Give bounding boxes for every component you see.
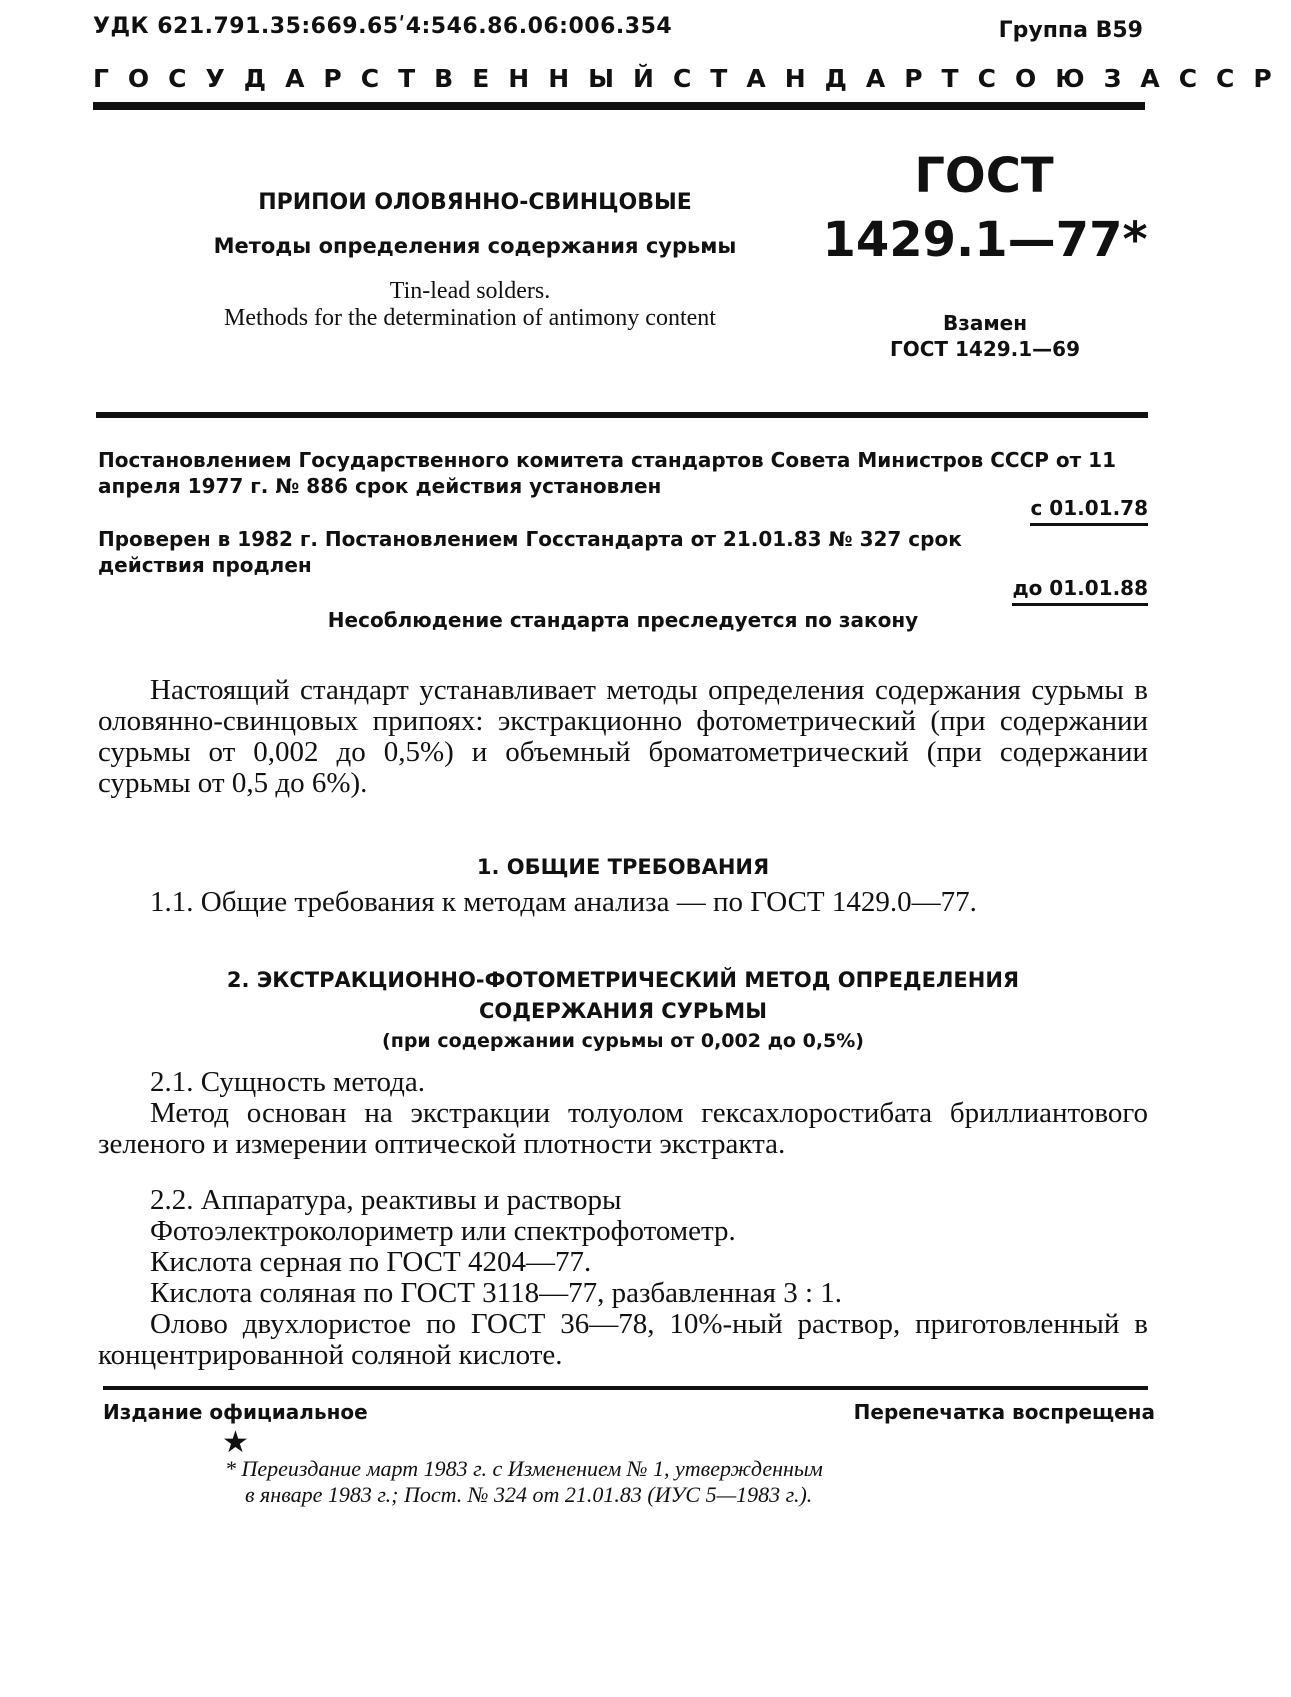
replaces-value: ГОСТ 1429.1—69 <box>889 337 1081 361</box>
section-2-subheading: (при содержании сурьмы от 0,002 до 0,5%) <box>382 1030 864 1052</box>
footnote-line: * Переиздание март 1983 г. с Изменением № 1, утвержденным <box>225 1456 823 1481</box>
reprint-prohibited-label: Перепечатка воспрещена <box>853 1400 1155 1424</box>
state-standard-banner <box>93 64 1291 93</box>
gost-number: 1429.1—77* <box>822 212 1148 268</box>
section-2-heading-line: СОДЕРЖАНИЯ СУРЬМЫ <box>479 999 767 1023</box>
group-code: Группа В59 <box>998 18 1143 43</box>
replaces-block <box>870 310 1100 362</box>
banner-word: СТАНДАРТ <box>672 64 978 93</box>
gost-label: ГОСТ <box>914 148 1054 204</box>
middle-rule <box>96 412 1148 418</box>
footnote <box>225 1456 1065 1508</box>
document-subtitle: Методы определения содержания сурьмы <box>213 234 737 258</box>
bottom-rule <box>103 1386 1148 1390</box>
paragraph-2-1-text: Метод основан на экстракции толуолом гексахлоростибата бриллиантового зеленого и измерении оптической плотности экстракта. <box>98 1097 1148 1160</box>
section-2-heading-line: 2. ЭКСТРАКЦИОННО-ФОТОМЕТРИЧЕСКИЙ МЕТОД ОПРЕДЕЛЕНИЯ <box>226 968 1020 992</box>
banner-word: СОЮЗА <box>977 64 1179 93</box>
reagent-item: Фотоэлектроколориметр или спектрофотометр. <box>150 1215 736 1247</box>
reagent-item: Олово двухлористое по ГОСТ 36—78, 10%-ный раствор, приготовленный в концентрированной соляной кислоте. <box>98 1308 1148 1371</box>
checked-text: Проверен в 1982 г. Постановлением Госстандарта от 21.01.83 № 327 срок действия продлен <box>98 527 962 577</box>
banner-word: ССР <box>1178 64 1291 93</box>
section-2-heading <box>98 965 1148 1027</box>
document-title: ПРИПОИ ОЛОВЯННО-СВИНЦОВЫЕ <box>258 190 692 215</box>
valid-to-date: до 01.01.88 <box>1012 576 1148 606</box>
valid-from-date: с 01.01.78 <box>1030 496 1148 526</box>
banner-word: ГОСУДАРСТВЕННЫЙ <box>93 64 673 93</box>
paragraph-2-1-title: 2.1. Сущность метода. <box>150 1066 426 1098</box>
replaces-label: Взамен <box>942 311 1028 335</box>
english-title <box>120 278 820 332</box>
star-icon: ★ <box>222 1426 249 1459</box>
intro-paragraph: Настоящий стандарт устанавливает методы определения содержания сурьмы в оловянно-свинцовых припоях: экстракционно фотометрический (при содержании сурьмы от 0,002 до 0,5%) и объемный броматометрический (при содержании сурьмы от 0,5 до 6%). <box>98 674 1148 799</box>
top-rule <box>93 102 1145 110</box>
footnote-line: в январе 1983 г.; Пост. № 324 от 21.01.83 (ИУС 5—1983 г.). <box>245 1482 813 1507</box>
paragraph-2-2 <box>98 1185 1148 1371</box>
udk-code: УДК 621.791.35:669.65ʹ4:546.86.06:006.354 <box>93 14 673 39</box>
paragraph-2-1 <box>98 1067 1148 1160</box>
section-1-heading: 1. ОБЩИЕ ТРЕБОВАНИЯ <box>476 855 770 879</box>
decree-text: Постановлением Государственного комитета стандартов Совета Министров СССР от 11 апреля 1977 г. № 886 срок действия установлен <box>98 448 1116 498</box>
official-edition-label: Издание официальное <box>103 1400 368 1424</box>
paragraph-2-2-title: 2.2. Аппаратура, реактивы и растворы <box>150 1184 622 1216</box>
english-title-line: Tin-lead solders. <box>389 278 551 304</box>
english-title-line: Methods for the determination of antimony content <box>224 305 716 331</box>
law-notice: Несоблюдение стандарта преследуется по закону <box>327 608 919 632</box>
reagent-item: Кислота серная по ГОСТ 4204—77. <box>150 1246 592 1278</box>
reagent-item: Кислота соляная по ГОСТ 3118—77, разбавленная 3 : 1. <box>150 1277 843 1309</box>
paragraph-1-1: 1.1. Общие требования к методам анализа — по ГОСТ 1429.0—77. <box>150 886 977 918</box>
